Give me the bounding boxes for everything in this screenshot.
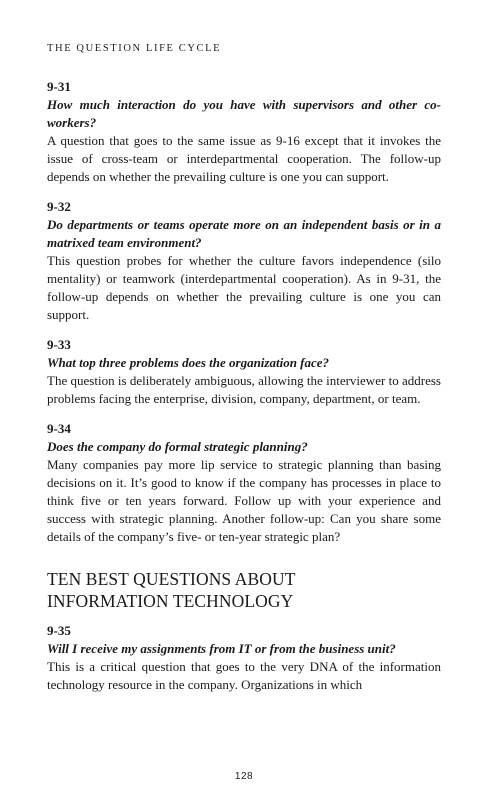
answer-text: The question is deliberately ambiguous, allowing the interviewer to address problems facing the enterprise, division, company, department, or team. <box>47 373 441 406</box>
question-entry <box>47 622 441 694</box>
section-heading-line: INFORMATION TECHNOLOGY <box>47 591 294 611</box>
page-content <box>47 78 441 706</box>
section-heading <box>47 568 441 612</box>
running-head: THE QUESTION LIFE CYCLE <box>47 43 222 54</box>
question-number: 9-34 <box>47 421 71 436</box>
question-number: 9-31 <box>47 79 71 94</box>
answer-text: This is a critical question that goes to the very DNA of the information technology resource in the company. Organizations in which <box>47 659 441 692</box>
question-entry <box>47 336 441 408</box>
question-text: How much interaction do you have with supervisors and other co-workers? <box>47 97 441 130</box>
question-text: Does the company do formal strategic planning? <box>47 439 308 454</box>
question-number: 9-33 <box>47 337 71 352</box>
answer-text: This question probes for whether the culture favors independence (silo mentality) or teamwork (interdepartmental cooperation). As in 9-31, the follow-up depends on whether the prevailing culture is one you can support. <box>47 253 441 322</box>
page-number: 128 <box>234 771 254 782</box>
question-entry <box>47 78 441 186</box>
question-entry <box>47 420 441 546</box>
question-text: Do departments or teams operate more on an independent basis or in a matrixed team environment? <box>47 217 441 250</box>
question-text: Will I receive my assignments from IT or from the business unit? <box>47 641 396 656</box>
question-number: 9-35 <box>47 623 71 638</box>
question-text: What top three problems does the organization face? <box>47 355 330 370</box>
answer-text: A question that goes to the same issue as 9-16 except that it invokes the issue of cross-team or interdepartmental cooperation. The follow-up depends on whether the prevailing culture is one you can support. <box>47 133 441 184</box>
book-page <box>47 0 441 800</box>
question-entry <box>47 198 441 324</box>
section-heading-line: TEN BEST QUESTIONS ABOUT <box>47 569 296 589</box>
answer-text: Many companies pay more lip service to strategic planning than basing decisions on it. It’s good to know if the company has processes in place to think five or ten years forward. Follow up with your experience and success with strategic planning. Another follow-up: Can you share some details of the company’s five- or ten-year strategic plan? <box>47 457 441 544</box>
question-number: 9-32 <box>47 199 71 214</box>
